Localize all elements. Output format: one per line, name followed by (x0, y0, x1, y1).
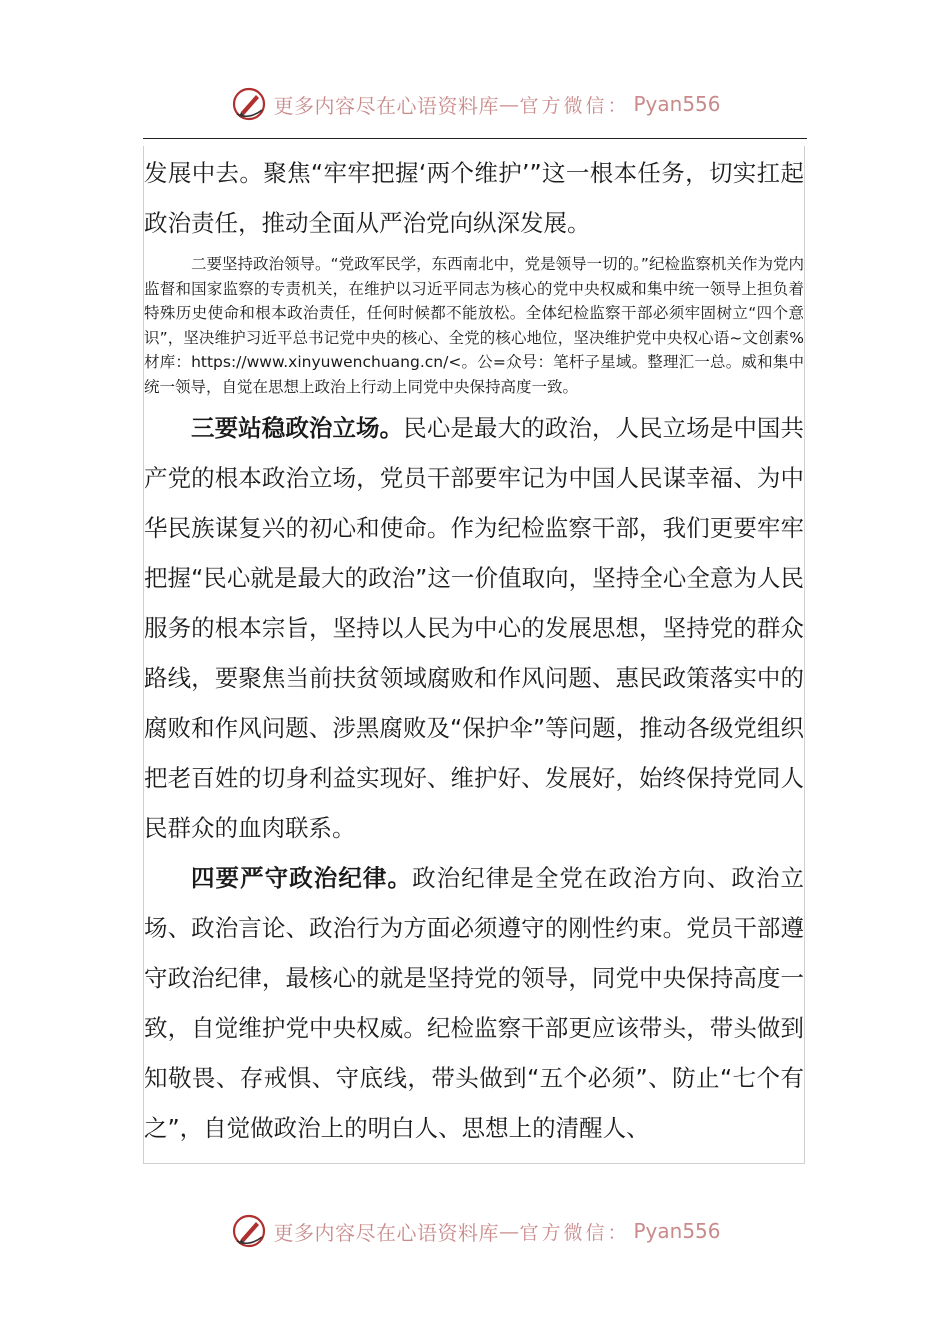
banner-wechat-id: Pyan556 (633, 92, 721, 116)
paragraph-political-leadership: 二要坚持政治领导。“党政军民学，东西南北中，党是领导一切的。”纪检监察机关作为党内监督和国家监察的专责机关，在维护以习近平同志为核心的党中央权威和集中统一领导上担负着特殊历史使命和根本政治责任，任何时候都不能放松。全体纪检监察干部必须牢固树立“四个意识”，坚决维护习近平总书记党中央的核心、全党的核心地位，坚决维护党中央权心语~文创素%材库：https://www.xinyuwenchuang.cn/<。公=众号：笔杆子星域。整理汇一总。威和集中统一领导，自觉在思想上政治上行动上同党中央保持高度一致。 (144, 255, 804, 396)
page-content (143, 146, 805, 1164)
header-banner (0, 82, 950, 126)
paragraph-political-stance (144, 403, 804, 853)
footer-banner (0, 1209, 950, 1253)
paragraph-continuation: 发展中去。聚焦“牢牢把握‘两个维护’”这一根本任务，切实扛起政治责任，推动全面从严治党向纵深发展。 (144, 159, 804, 237)
banner-dash: — (498, 92, 520, 116)
pen-logo-icon (229, 1211, 269, 1251)
header-rule (143, 138, 807, 139)
footer-banner-wechat-id: Pyan556 (633, 1219, 721, 1243)
paragraph-political-discipline-text: 政治纪律是全党在政治方向、政治立场、政治言论、政治行为方面必须遵守的刚性约束。党员干部遵守政治纪律，最核心的就是坚持党的领导，同党中央保持高度一致，自觉维护党中央权威。纪检监察干部更应该带头，带头做到知敬畏、存戒惧、守底线，带头做到“五个必须”、防止“七个有之”，自觉做政治上的明白人、思想上的清醒人、 (144, 864, 804, 1142)
paragraph-political-stance-lead: 三要站稳政治立场。 (191, 414, 404, 442)
banner-text: 更多内容尽在心语资料库 (273, 93, 499, 118)
pen-logo-icon (229, 84, 269, 124)
paragraph-political-discipline-lead: 四要严守政治纪律。 (191, 864, 413, 892)
paragraph-political-stance-text: 民心是最大的政治，人民立场是中国共产党的根本政治立场，党员干部要牢记为中国人民谋幸福、为中华民族谋复兴的初心和使命。作为纪检监察干部，我们更要牢牢把握“民心就是最大的政治”这一价值取向，坚持全心全意为人民服务的根本宗旨，坚持以人民为中心的发展思想，坚持党的群众路线，要聚焦当前扶贫领域腐败和作风问题、惠民政策落实中的腐败和作风问题、涉黑腐败及“保护伞”等问题，推动各级党组织把老百姓的切身利益实现好、维护好、发展好，始终保持党同人民群众的血肉联系。 (144, 414, 805, 842)
footer-banner-wechat-label: 官方微信： (519, 1221, 630, 1244)
banner-wechat-label: 官方微信： (519, 94, 630, 117)
footer-banner-text: 更多内容尽在心语资料库 (273, 1220, 499, 1245)
paragraph-political-discipline (144, 853, 804, 1153)
footer-banner-dash: — (498, 1219, 520, 1243)
